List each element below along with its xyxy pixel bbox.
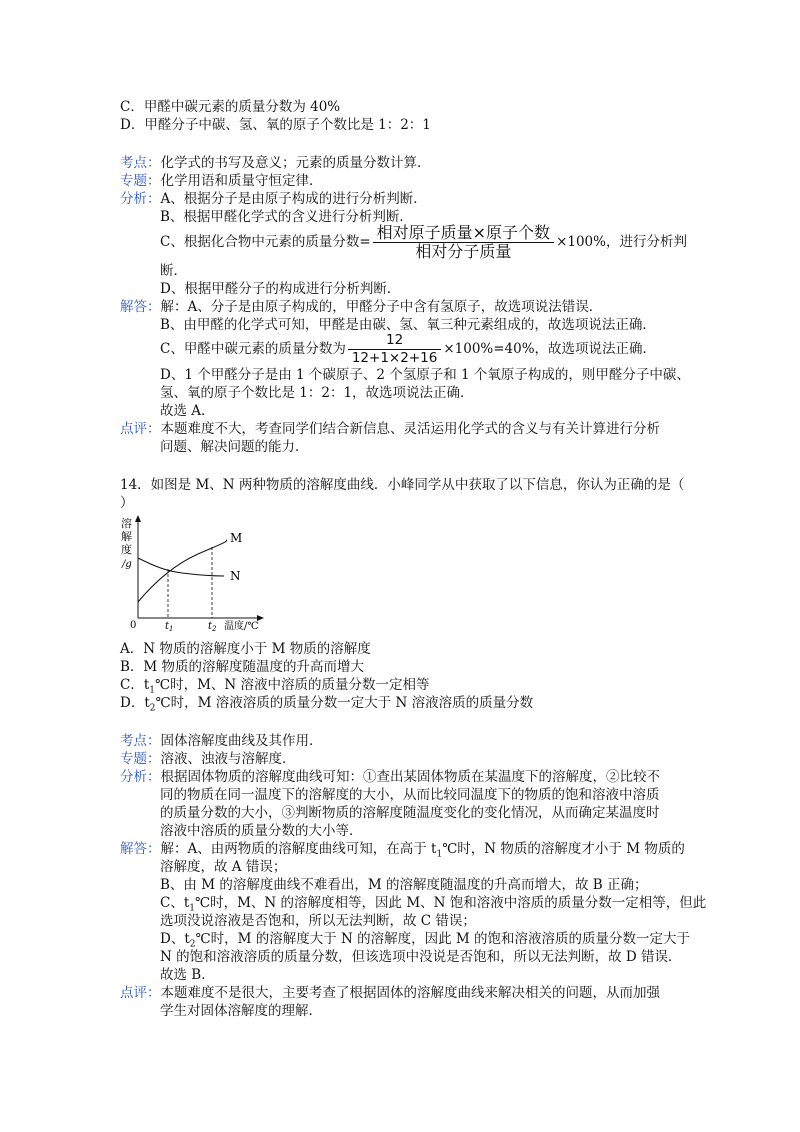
jieda-c1-post: ℃时，M、N 的溶解度相等，因此 M、N 饱和溶液中溶质的质量分数一定相等，但此 bbox=[195, 895, 707, 911]
zhuanti-text: 化学用语和质量守恒定律． bbox=[160, 173, 323, 189]
graph-origin: 0 bbox=[130, 620, 137, 631]
jieda-d1-post: ℃时，M 的溶解度大于 N 的溶解度，因此 M 的饱和溶液溶质的质量分数一定大于 bbox=[195, 931, 691, 947]
jieda-c-pre: C、甲醛中碳元素的质量分数为 bbox=[160, 341, 346, 357]
q14-option-c-post: ℃时，M、N 溶液中溶质的质量分数一定相等 bbox=[155, 677, 430, 693]
graph-t2-sub: 2 bbox=[212, 625, 217, 633]
q13-fenxi bbox=[120, 190, 427, 208]
curve-n bbox=[138, 558, 224, 576]
q14-kaodian bbox=[120, 732, 323, 750]
fenxi-c-pre: C、根据化合物中元素的质量分数= bbox=[160, 234, 371, 250]
jieda-a1-pre: 解：A、由两物质的溶解度曲线可知，在高于 t bbox=[160, 841, 437, 857]
jieda-d1-sub: 2 bbox=[189, 939, 196, 950]
q13-jieda bbox=[120, 298, 602, 316]
curve-n-label: N bbox=[230, 569, 241, 583]
q14-option-d-post: ℃时，M 溶液溶质的质量分数一定大于 N 溶液溶质的质量分数 bbox=[155, 695, 534, 711]
jieda-c-post: ×100%=40%，故选项说法正确． bbox=[443, 341, 657, 357]
q14-option-b: B．M 物质的溶解度随温度的升高而增大 bbox=[120, 659, 365, 675]
graph-xlabel: 温度/℃ bbox=[224, 621, 259, 632]
dianping-1: 本题难度不是很大，主要考查了根据固体的溶解度曲线来解决相关的问题，从而加强 bbox=[160, 985, 660, 1001]
zhuanti-tag: 专题： bbox=[120, 173, 161, 189]
q14-zhuanti bbox=[120, 750, 296, 768]
q13-jieda-b: B、由甲醛的化学式可知，甲醛是由碳、氢、氧三种元素组成的，故选项说法正确． bbox=[160, 317, 656, 333]
jieda-c1-sub: 1 bbox=[189, 903, 195, 914]
graph-t1 bbox=[165, 621, 174, 633]
q14-dianping-2: 学生对固体溶解度的理解． bbox=[160, 1003, 322, 1019]
q14-jieda-end: 故选 B． bbox=[160, 967, 215, 983]
q14-option-c-pre: C．t bbox=[120, 677, 150, 693]
jieda-a1-post: ℃时，N 物质的溶解度才小于 M 物质的 bbox=[442, 841, 685, 857]
kaodian-text: 固体溶解度曲线及其作用． bbox=[160, 733, 323, 749]
q14-stem-line2: ） bbox=[120, 495, 134, 511]
q13-fenxi-d: D、根据甲醛分子的构成进行分析判断． bbox=[160, 281, 401, 297]
kaodian-tag: 考点： bbox=[120, 733, 161, 749]
q13-zhuanti bbox=[120, 172, 323, 190]
jieda-a1-sub: 1 bbox=[436, 849, 443, 860]
fenxi-tag: 分析： bbox=[120, 191, 161, 207]
fenxi-1: 根据固体物质的溶解度曲线可知：①查出某固体物质在某温度下的溶解度，②比较不 bbox=[160, 769, 660, 785]
graph-t1-sub: 1 bbox=[169, 625, 174, 633]
solubility-graph bbox=[118, 514, 278, 634]
q13-fenxi-c bbox=[160, 224, 687, 261]
q13-fenxi-b: B、根据甲醛化学式的含义进行分析判断． bbox=[160, 209, 413, 225]
q14-fenxi-2: 同的物质在同一温度下的溶解度的大小，从而比较同温度下的物质的饱和溶液中溶质 bbox=[160, 787, 660, 803]
curve-m-label: M bbox=[230, 531, 243, 545]
q14-jieda-c2: 选项没说溶液是否饱和，所以无法判断，故 C 错误； bbox=[160, 913, 476, 929]
jieda-c1-pre: C、t bbox=[160, 895, 190, 911]
mass-fraction-formula bbox=[373, 224, 554, 261]
curve-m bbox=[138, 540, 227, 602]
fenxi-tag: 分析： bbox=[120, 769, 161, 785]
jieda-a: 解：A、分子是由原子构成的，甲醛分子中含有氢原子，故选项说法错误． bbox=[160, 299, 603, 315]
kaodian-text: 化学式的书写及意义；元素的质量分数计算． bbox=[160, 155, 431, 171]
q14-option-d-sub: 2 bbox=[149, 703, 156, 714]
formula-denominator: 相对分子质量 bbox=[415, 242, 512, 261]
dianping-tag: 点评： bbox=[120, 421, 161, 437]
q13-jieda-c bbox=[160, 332, 656, 367]
q13-dianping bbox=[120, 420, 660, 438]
q14-option-d-pre: D．t bbox=[120, 695, 150, 711]
graph-t2-letter: t bbox=[208, 621, 213, 632]
q14-jieda-a2: 溶解度，故 A 错误； bbox=[160, 859, 287, 875]
graph-y-arrow bbox=[135, 515, 141, 522]
q14-dianping bbox=[120, 984, 660, 1002]
q13-dianping-2: 问题、解决问题的能力． bbox=[160, 439, 309, 455]
fenxi-c-post: ×100%，进行分析判 bbox=[556, 234, 687, 250]
q13-jieda-end: 故选 A． bbox=[160, 403, 215, 419]
jieda-tag: 解答： bbox=[120, 841, 161, 857]
q13-option-d: D．甲醛分子中碳、氢、氧的原子个数比是 1：2：1 bbox=[120, 117, 431, 133]
graph-t2 bbox=[208, 621, 217, 633]
graph-t1-letter: t bbox=[165, 621, 170, 632]
graph-ylabel-1: 溶 bbox=[121, 517, 132, 530]
q13-jieda-d1: D、1 个甲醛分子是由 1 个碳原子、2 个氢原子和 1 个氧原子构成的，则甲醛分子中碳、 bbox=[160, 367, 690, 383]
jieda-d1-pre: D、t bbox=[160, 931, 190, 947]
q14-stem-line1: 14．如图是 M、N 两种物质的溶解度曲线．小峰同学从中获取了以下信息，你认为正确的是（ bbox=[120, 477, 685, 493]
q13-fenxi-c-cont: 断． bbox=[160, 263, 187, 279]
kaodian-tag: 考点： bbox=[120, 155, 161, 171]
dianping-1: 本题难度不大，考查同学们结合新信息、灵活运用化学式的含义与有关计算进行分析 bbox=[160, 421, 660, 437]
carbon-fraction-formula bbox=[348, 332, 441, 367]
q14-fenxi bbox=[120, 768, 660, 786]
jieda-tag: 解答： bbox=[120, 299, 161, 315]
dianping-tag: 点评： bbox=[120, 985, 161, 1001]
q13-kaodian bbox=[120, 154, 431, 172]
graph-ylabel-unit: /g bbox=[122, 559, 132, 570]
q14-option-d bbox=[120, 694, 533, 718]
fenxi-a: A、根据分子是由原子构成的进行分析判断． bbox=[160, 191, 427, 207]
q14-jieda-b: B、由 M 的溶解度曲线不难看出，M 的溶解度随温度的升高而增大，故 B 正确； bbox=[160, 877, 648, 893]
q14-jieda-d2: N 的饱和溶液溶质的质量分数，但该选项中没说是否饱和，所以无法判断，故 D 错误． bbox=[160, 949, 682, 965]
carbon-numerator: 12 bbox=[348, 332, 441, 350]
q14-fenxi-3: 的质量分数的大小，③判断物质的溶解度随温度变化的变化情况，从而确定某温度时 bbox=[160, 805, 660, 821]
q13-option-c: C．甲醛中碳元素的质量分数为 40% bbox=[120, 99, 341, 115]
zhuanti-tag: 专题： bbox=[120, 751, 161, 767]
formula-numerator: 相对原子质量×原子个数 bbox=[373, 224, 554, 243]
zhuanti-text: 溶液、浊液与溶解度． bbox=[160, 751, 296, 767]
carbon-denominator: 12+1×2+16 bbox=[351, 350, 438, 366]
q14-fenxi-4: 溶液中溶质的质量分数的大小等． bbox=[160, 823, 363, 839]
q13-jieda-d2: 氢、氧的原子个数比是 1：2：1，故选项说法正确． bbox=[160, 385, 474, 401]
q14-option-a: A．N 物质的溶解度小于 M 物质的溶解度 bbox=[120, 641, 371, 657]
graph-ylabel-3: 度 bbox=[121, 543, 132, 556]
graph-ylabel-2: 解 bbox=[121, 530, 132, 543]
q14-option-c-sub: 1 bbox=[149, 685, 155, 696]
